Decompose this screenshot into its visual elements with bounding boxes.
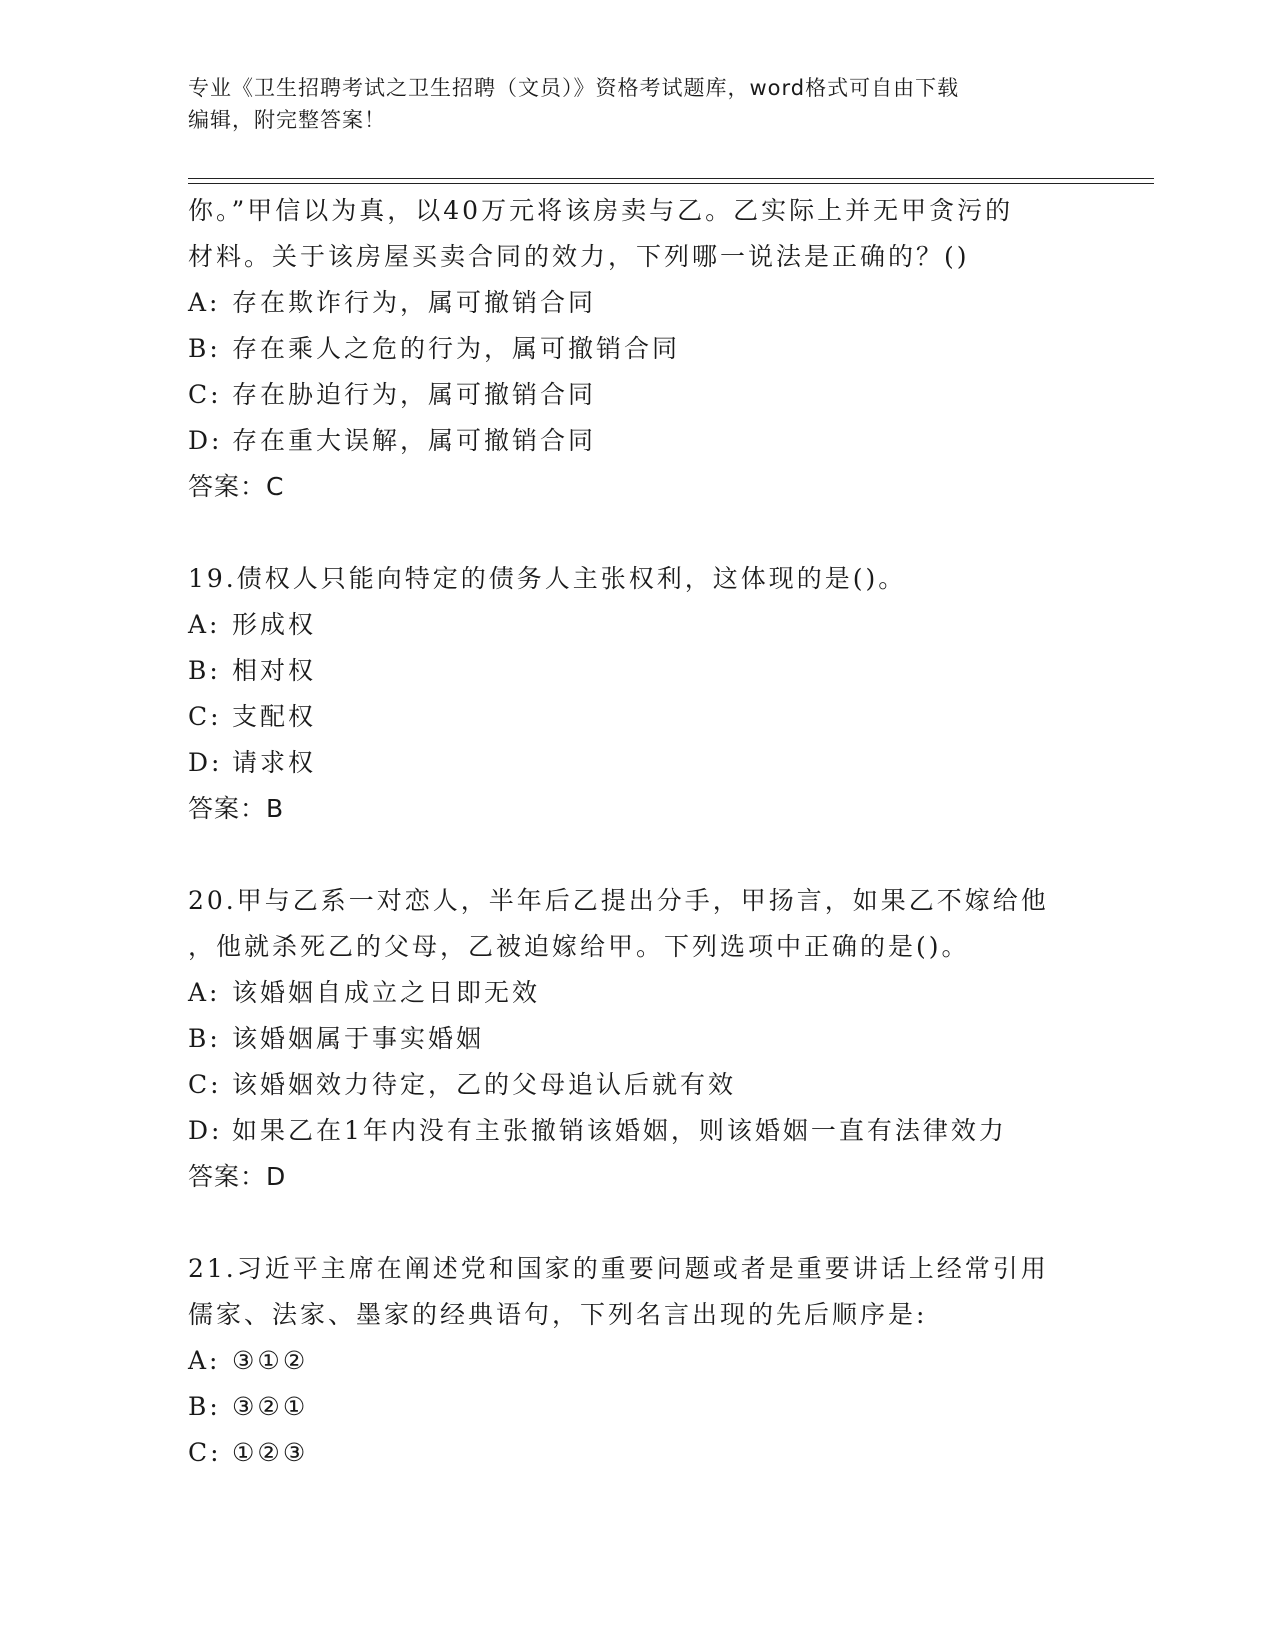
option-text: 存在乘人之危的行为，属可撤销合同: [232, 334, 681, 363]
option-b: [188, 1016, 1088, 1062]
option-d: [188, 418, 1088, 464]
option-key: B:: [188, 656, 221, 685]
option-a: [188, 602, 1088, 648]
option-key: B:: [188, 1392, 221, 1421]
question-21: [188, 1246, 1088, 1476]
option-key: C:: [188, 1070, 222, 1099]
option-key: D:: [188, 1116, 223, 1145]
option-c: [188, 694, 1088, 740]
option-key: A:: [188, 1346, 221, 1375]
option-text: 该婚姻属于事实婚姻: [232, 1024, 485, 1053]
question-18-continued: [188, 188, 1088, 510]
option-key: C:: [188, 702, 222, 731]
option-key: D:: [188, 426, 223, 455]
question-list: [188, 188, 1088, 1476]
question-text: 你。”甲信以为真，以40万元将该房卖与乙。乙实际上并无甲贪污的: [188, 196, 1014, 225]
header-line-2: 编辑，附完整答案！: [188, 108, 386, 132]
option-c: [188, 1062, 1088, 1108]
option-key: A:: [188, 978, 221, 1007]
option-c: [188, 372, 1088, 418]
option-key: A:: [188, 610, 221, 639]
question-19: [188, 556, 1088, 832]
option-text: ③①②: [232, 1346, 309, 1375]
spacer: [188, 510, 1088, 556]
question-20: [188, 878, 1088, 1200]
header-rule-thin: [188, 183, 1154, 184]
spacer: [188, 1200, 1088, 1246]
answer: 答案：B: [188, 794, 285, 823]
option-key: C:: [188, 1438, 222, 1467]
option-d: [188, 740, 1088, 786]
spacer: [188, 832, 1088, 878]
option-text: 支配权: [232, 702, 317, 731]
option-a: [188, 1338, 1088, 1384]
option-d: [188, 1108, 1088, 1154]
option-text: 该婚姻自成立之日即无效: [232, 978, 541, 1007]
answer: 答案：D: [188, 1162, 287, 1191]
option-c: [188, 1430, 1088, 1476]
option-text: ①②③: [232, 1438, 309, 1467]
option-text: 存在欺诈行为，属可撤销合同: [232, 288, 597, 317]
answer: 答案：C: [188, 472, 285, 501]
option-b: [188, 648, 1088, 694]
option-key: D:: [188, 748, 223, 777]
option-text: 存在重大误解，属可撤销合同: [232, 426, 597, 455]
question-text: 儒家、法家、墨家的经典语句，下列名言出现的先后顺序是:: [188, 1300, 928, 1329]
question-text: 20.甲与乙系一对恋人，半年后乙提出分手，甲扬言，如果乙不嫁给他: [188, 886, 1049, 915]
option-text: 如果乙在1年内没有主张撤销该婚姻，则该婚姻一直有法律效力: [232, 1116, 1007, 1145]
option-key: B:: [188, 334, 221, 363]
option-text: 形成权: [232, 610, 317, 639]
option-text: 该婚姻效力待定，乙的父母追认后就有效: [232, 1070, 737, 1099]
option-text: ③②①: [232, 1392, 309, 1421]
option-key: A:: [188, 288, 221, 317]
question-text: 19.债权人只能向特定的债务人主张权利，这体现的是()。: [188, 564, 907, 593]
option-a: [188, 970, 1088, 1016]
option-key: B:: [188, 1024, 221, 1053]
option-text: 存在胁迫行为，属可撤销合同: [232, 380, 597, 409]
option-b: [188, 1384, 1088, 1430]
option-b: [188, 326, 1088, 372]
question-text: ，他就杀死乙的父母，乙被迫嫁给甲。下列选项中正确的是()。: [188, 932, 970, 961]
option-text: 请求权: [232, 748, 317, 777]
question-text: 材料。关于该房屋买卖合同的效力，下列哪一说法是正确的？(): [188, 242, 970, 271]
page-header: [188, 72, 1088, 136]
option-text: 相对权: [232, 656, 317, 685]
option-a: [188, 280, 1088, 326]
question-text: 21.习近平主席在阐述党和国家的重要问题或者是重要讲话上经常引用: [188, 1254, 1049, 1283]
option-key: C:: [188, 380, 222, 409]
header-line-1: 专业《卫生招聘考试之卫生招聘（文员）》资格考试题库，word格式可自由下载: [188, 76, 960, 100]
header-rule-thick: [188, 178, 1154, 179]
